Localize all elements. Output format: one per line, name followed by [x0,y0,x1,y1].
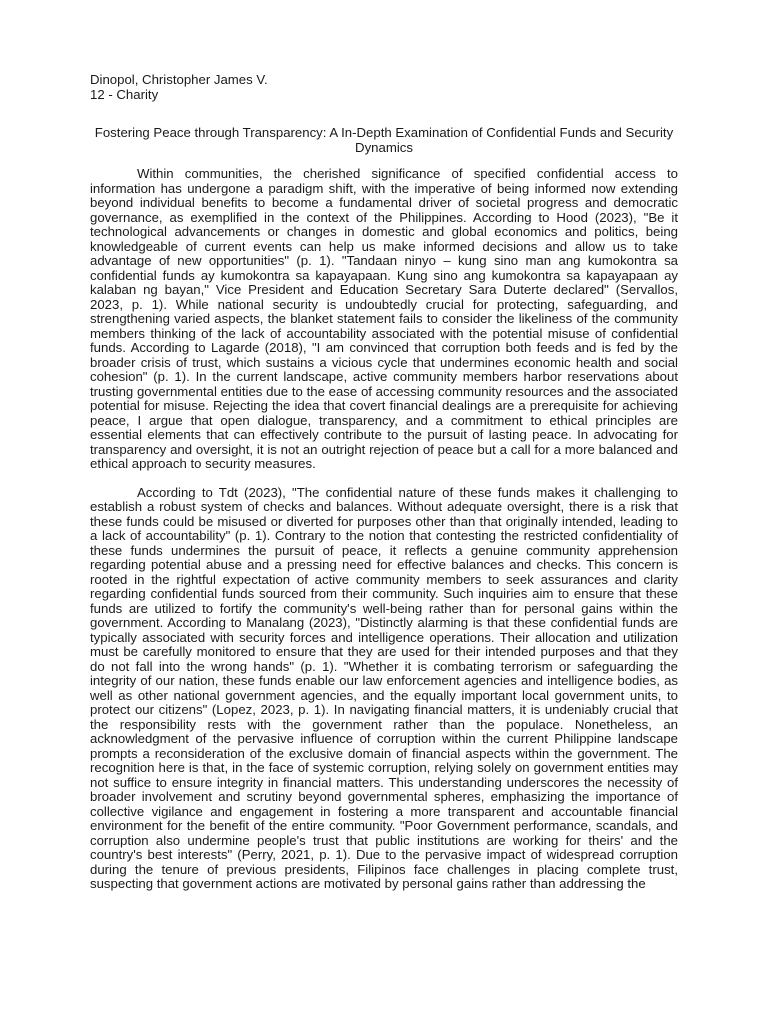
body-paragraph-1: Within communities, the cherished significance of specified confidential access to information has undergone a paradigm shift, with the imperative of being informed now extending beyond individual benefits to become a fundamental driver of societal progress and democratic governance, as exemplified in the context of the Philippines. According to Hood (2023), "Be it technological advancements or changes in domestic and global economics and politics, being knowledgeable of current events can help us make informed decisions and allow us to take advantage of new opportunities" (p. 1). "Tandaan ninyo – kung sino man ang kumokontra sa confidential funds ay kumokontra sa kapayapaan. Kung sino ang kumokontra sa kapayapaan ay kalaban ng bayan," Vice President and Education Secretary Sara Duterte declared" (Servallos, 2023, p. 1). While national security is undoubtedly crucial for protecting, safeguarding, and strengthening varied aspects, the blanket statement fails to consider the likeliness of the community members thinking of the lack of accountability associated with the potential misuse of confidential funds. According to Lagarde (2018), "I am convinced that corruption both feeds and is fed by the broader crisis of trust, which sustains a vicious cycle that undermines economic health and social cohesion" (p. 1). In the current landscape, active community members harbor reservations about trusting governmental entities due to the ease of accessing community resources and the associated potential for misuse. Rejecting the idea that covert financial dealings are a prerequisite for achieving peace, I argue that open dialogue, transparency, and a commitment to ethical principles are essential elements that can effectively contribute to the pursuit of lasting peace. In advocating for transparency and oversight, it is not an outright rejection of peace but a call for a more balanced and ethical approach to security measures. [90,166,678,471]
document-page [90,72,678,892]
body-paragraph-2: According to Tdt (2023), "The confidential nature of these funds makes it challenging to establish a robust system of checks and balances. Without adequate oversight, there is a risk that these funds could be misused or diverted for purposes other than that originally intended, leading to a lack of accountability" (p. 1). Contrary to the notion that contesting the restricted confidentiality of these funds undermines the pursuit of peace, it reflects a genuine community apprehension regarding potential abuse and a pressing need for effective balances and checks. This concern is rooted in the rightful expectation of active community members to seek assurances and clarity regarding confidential funds sourced from their community. Such inquiries aim to ensure that these funds are utilized to fortify the community's well-being rather than for personal gains within the government. According to Manalang (2023), "Distinctly alarming is that these confidential funds are typically associated with security forces and intelligence operations. Their allocation and utilization must be carefully monitored to ensure that they are used for their intended purposes and that they do not fall into the wrong hands" (p. 1). "Whether it is combating terrorism or safeguarding the integrity of our nation, these funds enable our law enforcement agencies and intelligence bodies, as well as other national government agencies, and the equally important local government units, to protect our citizens" (Lopez, 2023, p. 1). In navigating financial matters, it is undeniably crucial that the responsibility rests with the government rather than the populace. Nonetheless, an acknowledgment of the pervasive influence of corruption within the current Philippine landscape prompts a reconsideration of the exclusive domain of financial aspects within the government. The recognition here is that, in the face of systemic corruption, relying solely on government entities may not suffice to ensure integrity in financial matters. This understanding underscores the necessity of broader involvement and scrutiny beyond governmental spheres, emphasizing the importance of collective vigilance and engagement in fostering a more transparent and accountable financial environment for the benefit of the entire community. "Poor Government performance, scandals, and corruption also undermine people's trust that public institutions are working for theirs' and the country's best interests" (Perry, 2021, p. 1). Due to the pervasive impact of widespread corruption during the tenure of previous presidents, Filipinos face challenges in placing complete trust, suspecting that government actions are motivated by personal gains rather than addressing the [90,484,678,891]
section-label: 12 - Charity [90,87,159,102]
essay-title: Fostering Peace through Transparency: A In-Depth Examination of Confidential Funds and Security Dynamics [94,125,674,155]
author-name: Dinopol, Christopher James V. [90,72,268,87]
